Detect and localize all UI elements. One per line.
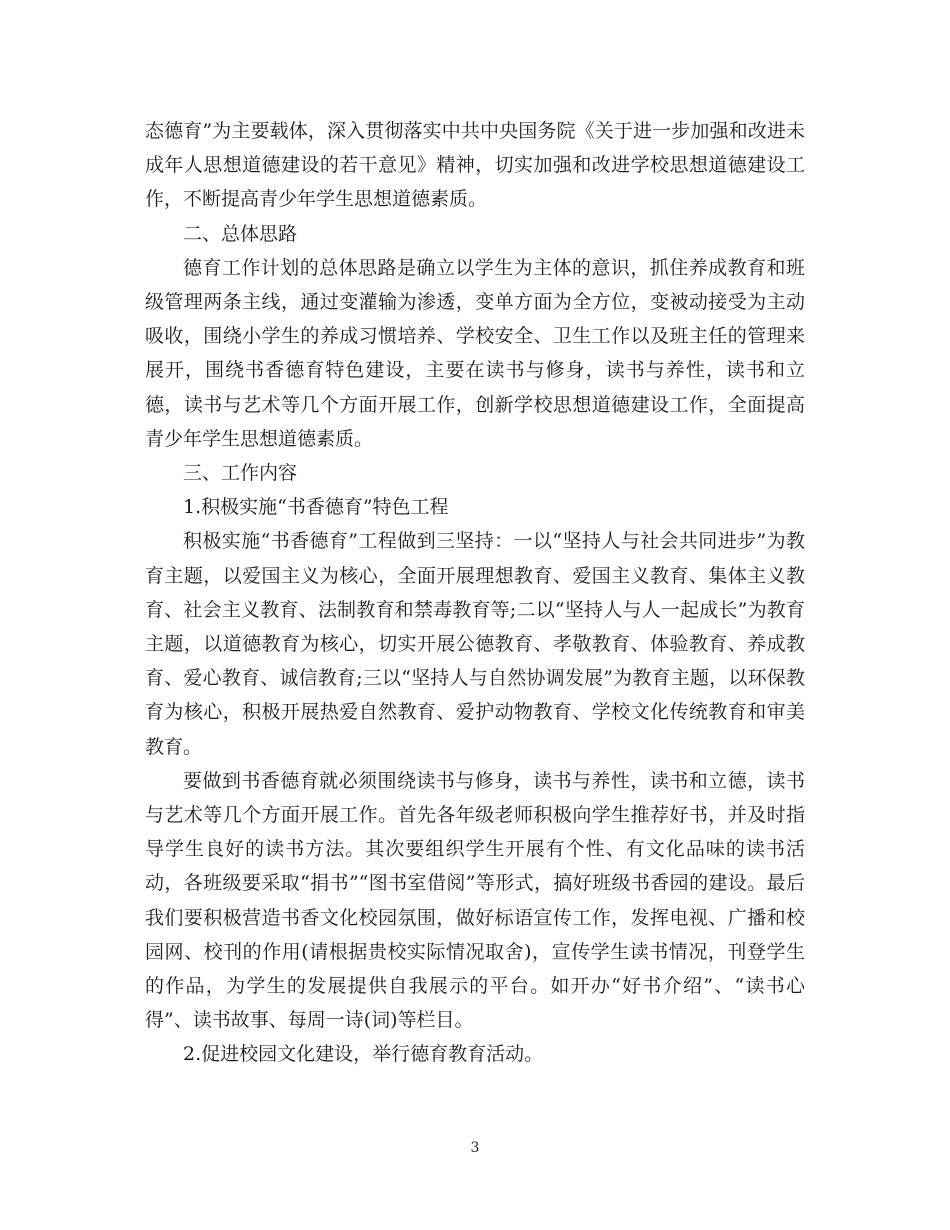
paragraph-overall-approach: 德育工作计划的总体思路是确立以学生为主体的意识，抓住养成教育和班级管理两条主线，通过变灌输为渗透，变单方面为全方位，变被动接受为主动吸收，围绕小学生的养成习惯培养、学校安全、卫生工作以及班主任的管理来展开，围绕书香德育特色建设，主要在读书与修身，读书与养性，读书和立德，读书与艺术等几个方面开展工作，创新学校思想道德建设工作，全面提高青少年学生思想道德素质。 bbox=[145, 256, 805, 450]
paragraph-1: 态德育”为主要载体，深入贯彻落实中共中央国务院《关于进一步加强和改进未成年人思想道德建设的若干意见》精神，切实加强和改进学校思想道德建设工作，不断提高青少年学生思想道德素质。 bbox=[145, 120, 805, 211]
document-body bbox=[145, 114, 805, 1072]
paragraph-three-persistences: 积极实施“书香德育”工程做到三坚持：一以“坚持人与社会共同进步”为教育主题，以爱国主义为核心，全面开展理想教育、爱国主义教育、集体主义教育、社会主义教育、法制教育和禁毒教育等;二以“坚持人与人一起成长”为教育主题，以道德教育为核心，切实开展公德教育、孝敬教育、体验教育、养成教育、爱心教育、诚信教育;三以“坚持人与自然协调发展”为教育主题，以环保教育为核心，积极开展热爱自然教育、爱护动物教育、学校文化传统教育和审美教育。 bbox=[145, 530, 805, 758]
section-heading-work-content: 三、工作内容 bbox=[183, 462, 298, 485]
section-heading-overall-approach: 二、总体思路 bbox=[183, 222, 298, 245]
page-number: 3 bbox=[470, 1140, 480, 1156]
paragraph-reading-activities: 要做到书香德育就必须围绕读书与修身，读书与养性，读书和立德，读书与艺术等几个方面开展工作。首先各年级老师积极向学生推荐好书，并及时指导学生良好的读书方法。其次要组织学生开展有个性、有文化品味的读书活动，各班级要采取“捐书”“图书室借阅”等形式，搞好班级书香园的建设。最后我们要积极营造书香文化校园氛围，做好标语宣传工作，发挥电视、广播和校园网、校刊的作用(请根据贵校实际情况取舍)，宣传学生读书情况，刊登学生的作品，为学生的发展提供自我展示的平台。如开办“好书介绍”、“读书心得”、读书故事、每周一诗(词)等栏目。 bbox=[145, 769, 805, 1032]
subheading-1: 1.积极实施“书香德育”特色工程 bbox=[183, 496, 449, 519]
subheading-2: 2.促进校园文化建设，举行德育教育活动。 bbox=[183, 1043, 544, 1066]
